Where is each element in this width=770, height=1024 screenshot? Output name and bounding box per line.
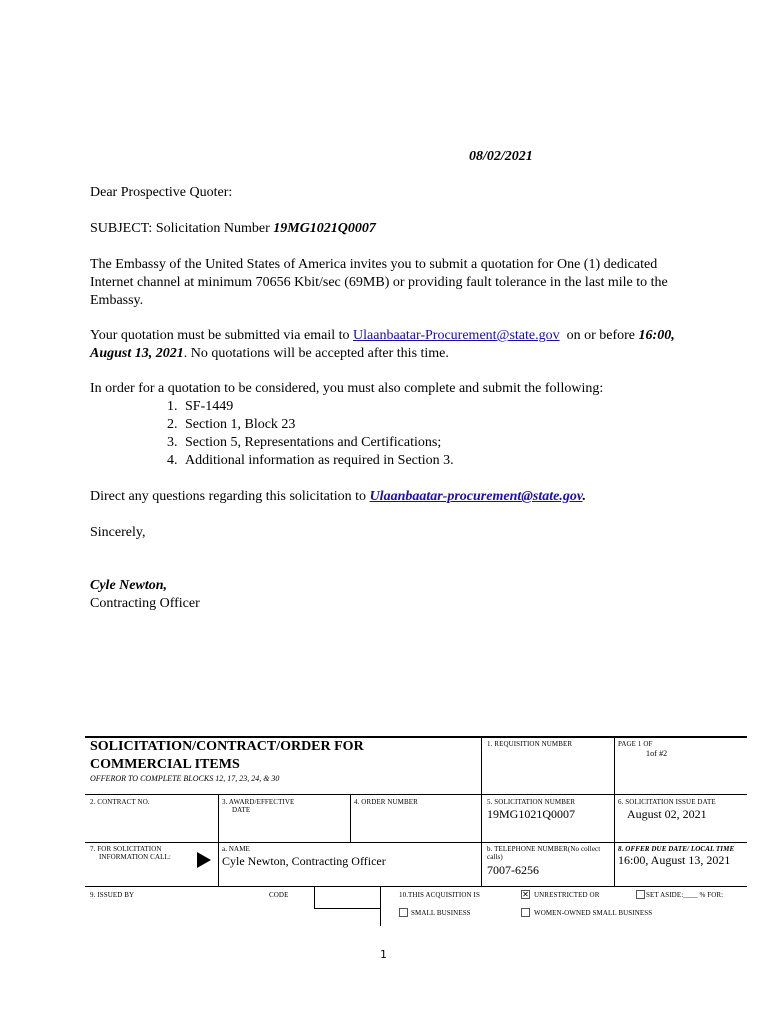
block9-label: 9. ISSUED BY xyxy=(90,891,135,899)
letter-date: 08/02/2021 xyxy=(469,149,533,164)
requirements-list xyxy=(90,398,454,470)
page-label: PAGE 1 OF xyxy=(618,740,653,748)
block7-label xyxy=(90,845,171,861)
questions-email-link[interactable]: Ulaanbaatar-procurement@state.gov xyxy=(369,489,583,504)
questions-text-b: . xyxy=(582,489,587,504)
form-divider xyxy=(481,736,482,886)
form-title-line2: COMMERCIAL ITEMS xyxy=(90,757,240,772)
submission-deadline: 16:00, August 13, 2021 xyxy=(90,328,675,361)
submission-text-c: . No quotations will be accepted after this time. xyxy=(183,346,449,361)
code-label: CODE xyxy=(269,891,289,899)
block8-label: 8. OFFER DUE DATE/ LOCAL TIME xyxy=(618,845,735,853)
block7a-value: Cyle Newton, Contracting Officer xyxy=(222,854,386,868)
setaside-checkbox[interactable] xyxy=(636,890,645,899)
unrestricted-checkbox[interactable]: ✕ xyxy=(522,890,529,899)
women-owned-label: WOMEN-OWNED SMALL BUSINESS xyxy=(534,909,653,917)
block1-label: 1. REQUISITION NUMBER xyxy=(487,740,573,748)
signer-name: Cyle Newton, xyxy=(90,578,167,593)
form-divider xyxy=(85,842,747,843)
sf1449-form xyxy=(85,736,747,926)
form-divider xyxy=(218,842,219,886)
block4-label: 4. ORDER NUMBER xyxy=(354,798,418,806)
block2-label: 2. CONTRACT NO. xyxy=(90,798,150,806)
questions-paragraph xyxy=(90,488,586,506)
block10-label: 10.THIS ACQUISITION IS xyxy=(399,891,480,899)
block3-label xyxy=(222,798,294,814)
pointer-arrow-icon xyxy=(197,852,211,868)
questions-text-a: Direct any questions regarding this solicitation to xyxy=(90,489,370,504)
block7b-label-b: calls) xyxy=(487,853,503,861)
closing: Sincerely, xyxy=(90,525,146,540)
code-box-line xyxy=(380,886,381,926)
block6-value: August 02, 2021 xyxy=(627,807,707,821)
requirements-intro: In order for a quotation to be considered, you must also complete and submit the following: xyxy=(90,381,604,396)
women-owned-checkbox[interactable] xyxy=(521,908,530,917)
submission-text-a: Your quotation must be submitted via email to xyxy=(90,328,354,343)
unrestricted-label: UNRESTRICTED OR xyxy=(534,891,600,899)
list-item: 3. Section 5, Representations and Certifications; xyxy=(181,434,454,452)
block7b-value: 7007-6256 xyxy=(487,863,539,877)
form-divider xyxy=(85,794,747,795)
submission-text-b: on or before xyxy=(559,328,639,343)
block7b-label-a: b. TELEPHONE NUMBER(No collect xyxy=(487,845,601,853)
block6-label: 6. SOLICITATION ISSUE DATE xyxy=(618,798,716,806)
small-business-label: SMALL BUSINESS xyxy=(411,909,471,917)
salutation: Dear Prospective Quoter: xyxy=(90,185,233,200)
page-value: 1of #2 xyxy=(646,749,668,758)
form-divider xyxy=(614,736,615,886)
block3-label-a: 3. AWARD/EFFECTIVE xyxy=(222,798,295,806)
small-business-checkbox[interactable] xyxy=(399,908,408,917)
block7b-label xyxy=(487,845,612,861)
code-box-line xyxy=(314,908,380,909)
form-divider xyxy=(85,886,747,887)
subject-line xyxy=(90,220,376,238)
list-item: 1. SF-1449 xyxy=(181,398,454,416)
code-box-line xyxy=(314,886,315,909)
list-item: 4. Additional information as required in Section 3. xyxy=(181,452,454,470)
solicitation-number: 19MG1021Q0007 xyxy=(273,221,376,236)
form-subtitle: OFFEROR TO COMPLETE BLOCKS 12, 17, 23, 24, & 30 xyxy=(90,774,280,783)
subject-prefix: SUBJECT: Solicitation Number xyxy=(90,221,274,236)
block3-label-b: DATE xyxy=(232,806,251,814)
list-item: 2. Section 1, Block 23 xyxy=(181,416,454,434)
setaside-label: SET ASIDE:____ % FOR: xyxy=(646,891,724,899)
page-number: 1 xyxy=(380,948,387,961)
block8-value: 16:00, August 13, 2021 xyxy=(618,853,731,867)
block7-label-b: INFORMATION CALL: xyxy=(99,853,171,861)
block5-label: 5. SOLICITATION NUMBER xyxy=(487,798,576,806)
form-title-line1: SOLICITATION/CONTRACT/ORDER FOR xyxy=(90,739,364,754)
form-divider xyxy=(218,794,219,842)
form-divider xyxy=(350,794,351,842)
procurement-email-link[interactable]: Ulaanbaatar-Procurement@state.gov xyxy=(353,328,560,343)
block5-value: 19MG1021Q0007 xyxy=(487,807,576,821)
form-title xyxy=(90,738,364,774)
block7-label-a: 7. FOR SOLICITATION xyxy=(90,845,162,853)
signer-title: Contracting Officer xyxy=(90,596,200,611)
submission-paragraph xyxy=(90,327,680,363)
intro-paragraph: The Embassy of the United States of America invites you to submit a quotation for One (1) dedicated Internet channel at minimum 70656 Kbit/sec (69MB) or providing fault tolerance in the last mile to the Embassy. xyxy=(90,257,668,308)
block7a-label: a. NAME xyxy=(222,845,250,853)
